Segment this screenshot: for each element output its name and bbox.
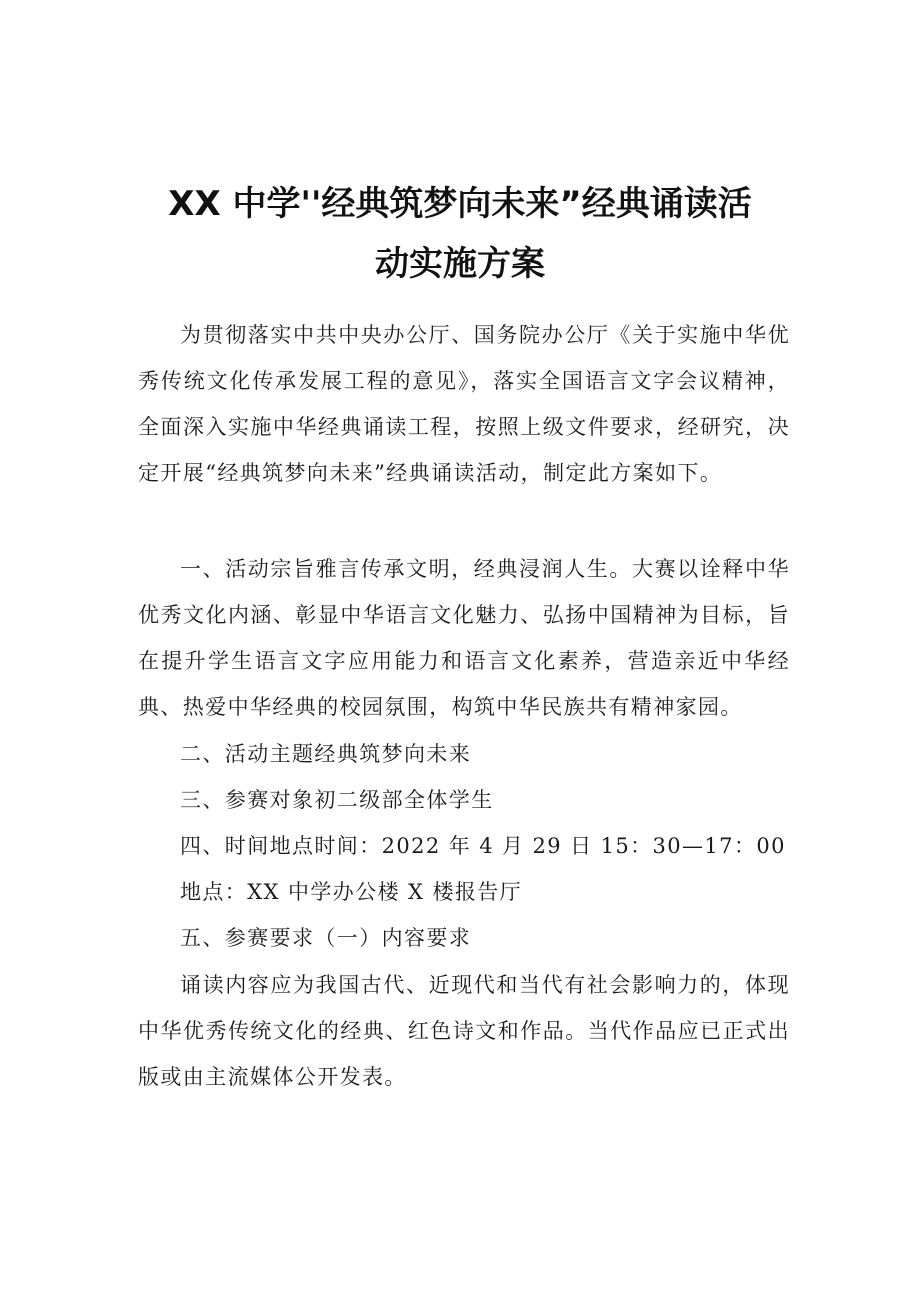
section-3-heading: 三、参赛对象初二级部全体学生	[180, 788, 494, 812]
section-4-heading: 四、时间地点时间：2022 年 4 月 29 日 15：30—17：00	[180, 834, 786, 858]
document-title-line-2: 动实施方案	[375, 244, 545, 284]
section-5-heading: 五、参赛要求（一）内容要求	[180, 926, 472, 950]
location-line: 地点：XX 中学办公楼 X 楼报告厅	[180, 880, 523, 904]
section-2-heading: 二、活动主题经典筑梦向未来	[180, 742, 472, 766]
document-title-line-1: XX 中学''经典筑梦向未来”经典诵读活	[168, 184, 752, 224]
content-requirements-paragraph: 诵读内容应为我国古代、近现代和当代有社会影响力的，体现中华优秀传统文化的经典、红色诗文和作品。当代作品应已正式出版或由主流媒体公开发表。	[138, 973, 790, 1089]
section-1-paragraph: 一、活动宗旨雅言传承文明，经典浸润人生。大赛以诠释中华优秀文化内涵、彰显中华语言文化魅力、弘扬中国精神为目标，旨在提升学生语言文字应用能力和语言文化素养，营造亲近中华经典、热爱中华经典的校园氛围，构筑中华民族共有精神家园。	[138, 557, 790, 719]
intro-paragraph: 为贯彻落实中共中央办公厅、国务院办公厅《关于实施中华优秀传统文化传承发展工程的意见》，落实全国语言文字会议精神，全面深入实施中华经典诵读工程，按照上级文件要求，经研究，决定开展“经典筑梦向未来”经典诵读活动，制定此方案如下。	[138, 323, 790, 485]
